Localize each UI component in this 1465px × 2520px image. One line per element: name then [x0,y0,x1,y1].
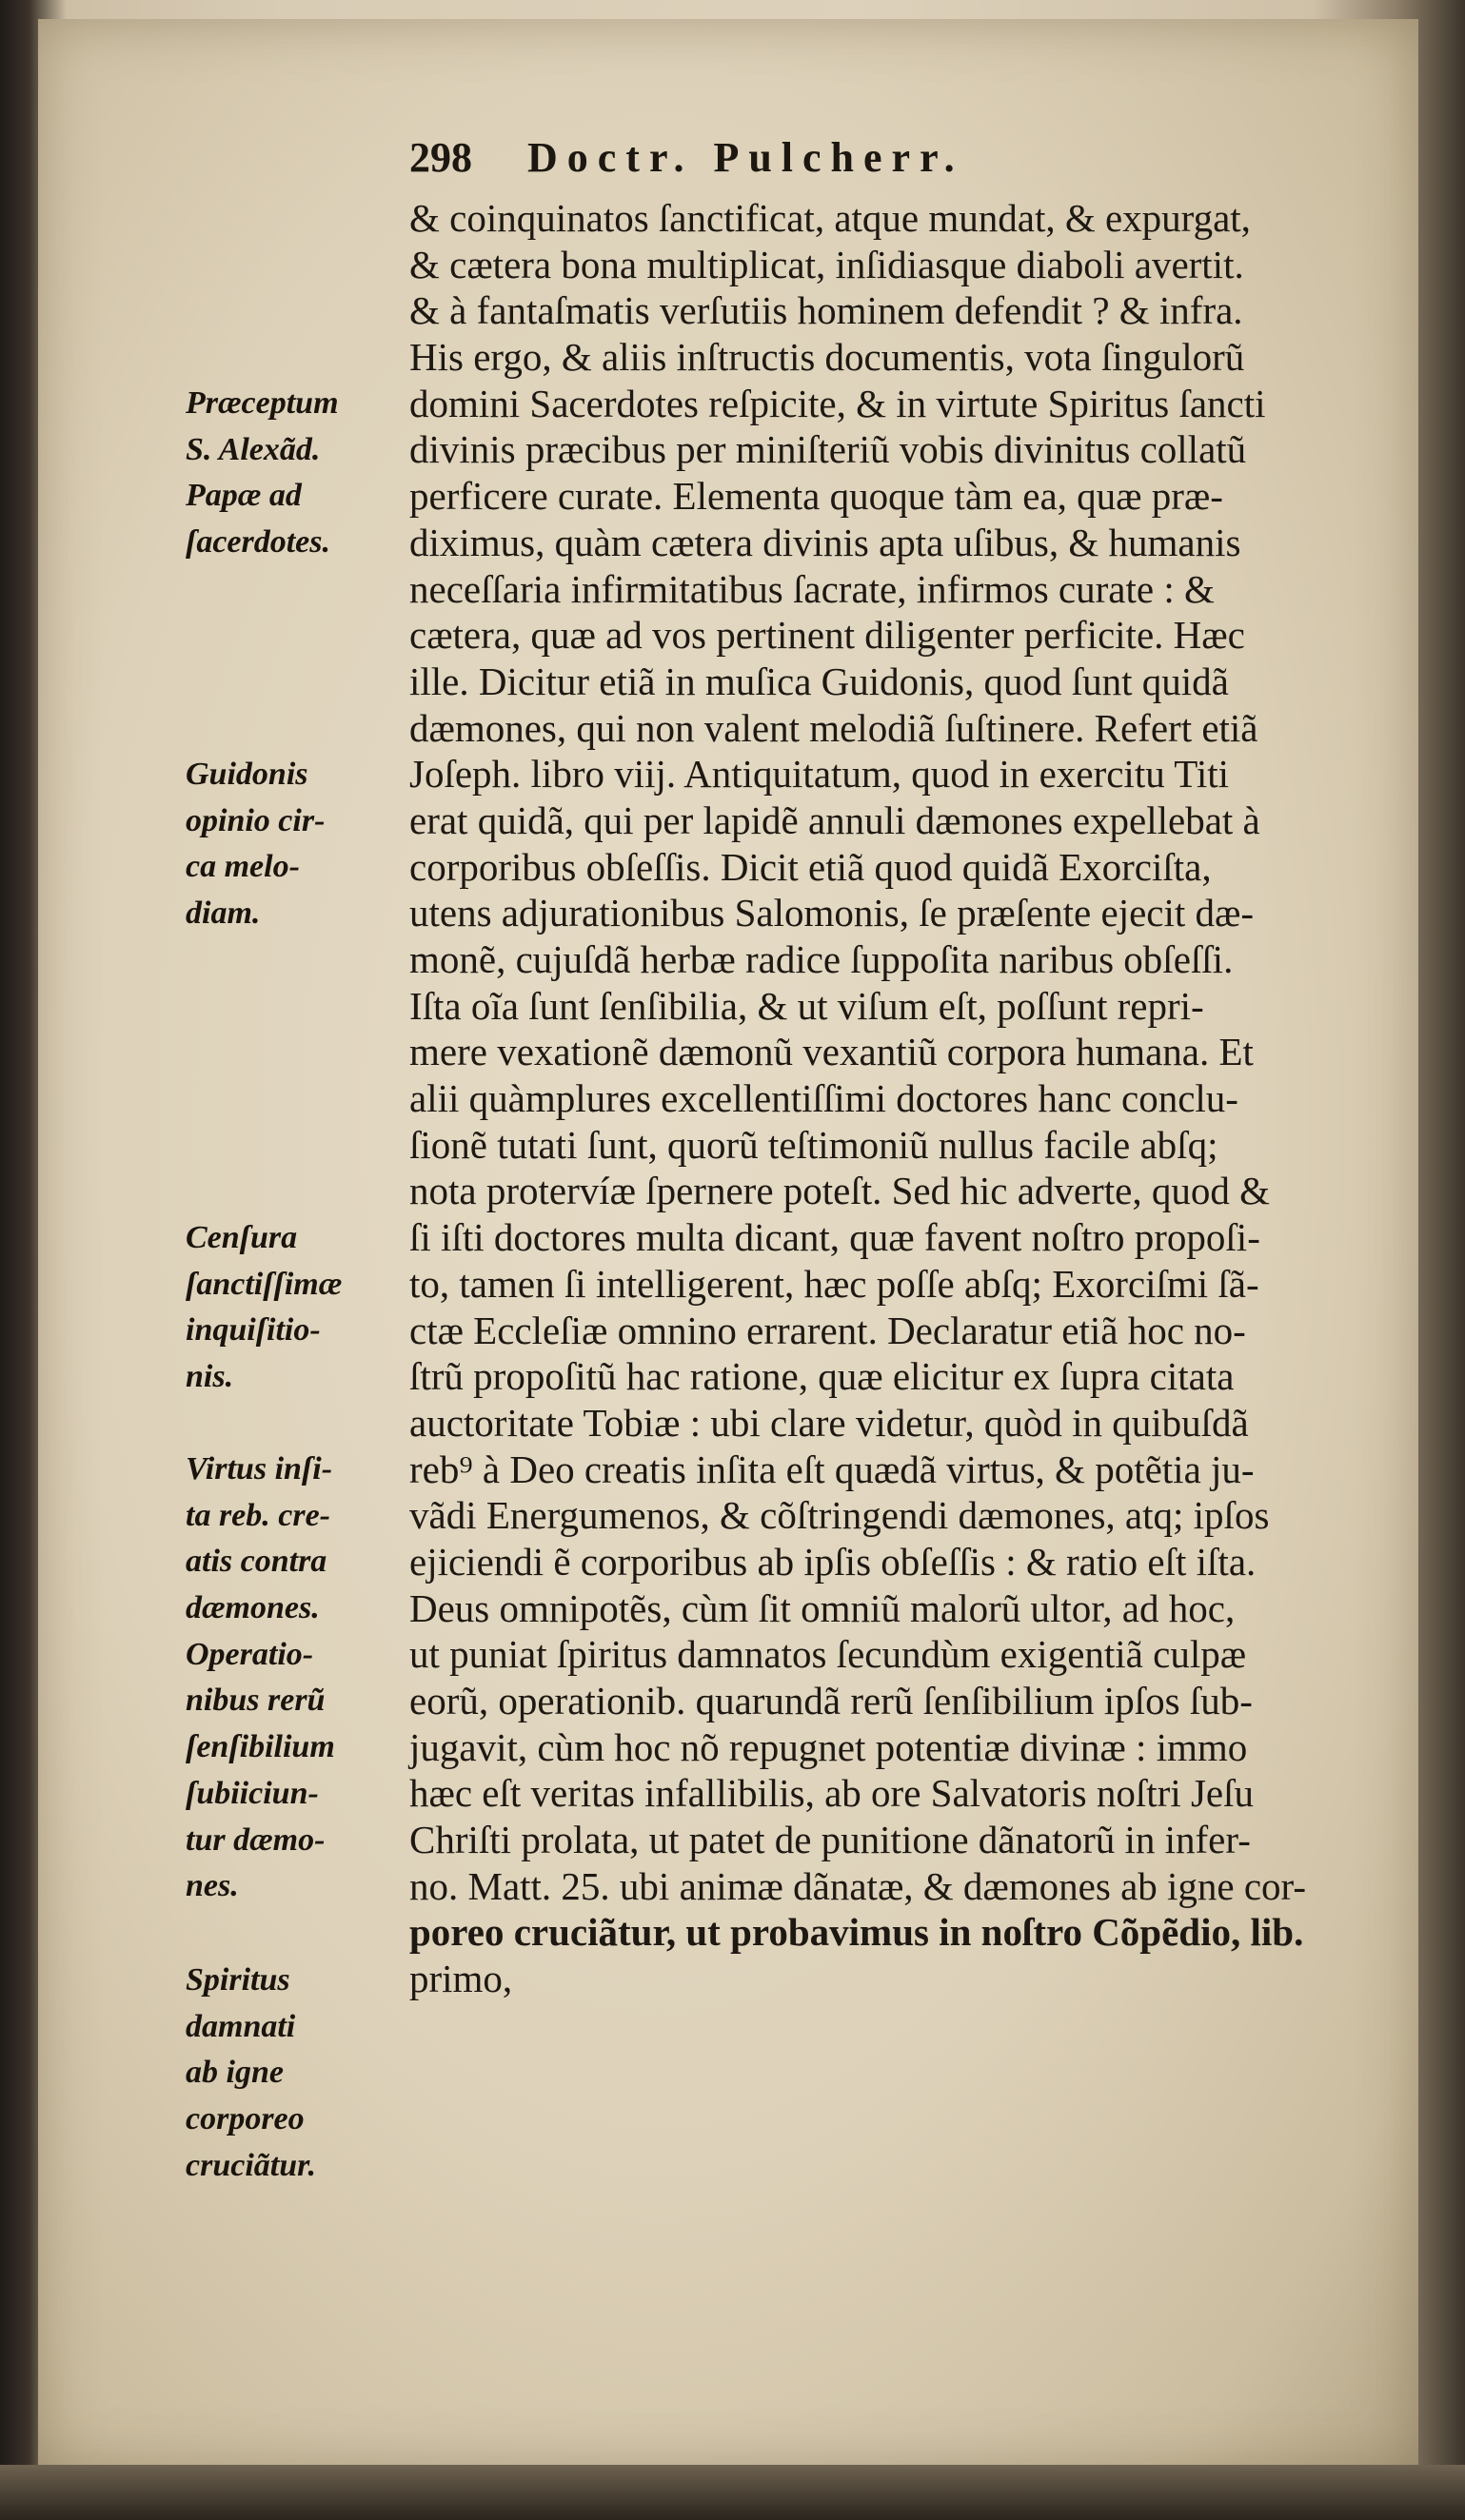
marginal-line: ab igne [186,2055,284,2091]
text-line: jugavit, cùm hoc nõ repugnet potentiæ divinæ : immo [409,1724,1248,1769]
marginal-line: ta reb. cre- [186,1497,331,1533]
text-line: domini Sacerdotes reſpicite, & in virtute Spiritus ſancti [409,381,1266,425]
marginal-line: ſanctiſſimæ [186,1266,343,1302]
text-line: Chriſti prolata, ut patet de punitione dãnatorũ in infer- [409,1818,1251,1862]
marginal-note-spiritus [186,1958,414,2189]
marginal-line: ſacerdotes. [186,524,331,561]
page-edge-shadow [0,2465,1465,2520]
marginal-line: inquiſitio- [186,1312,321,1349]
marginal-line: dæmones. [186,1590,320,1626]
marginal-line: S. Alexãd. [186,431,321,467]
text-line: alii quàmplures excellentiſſimi doctores hanc conclu- [409,1076,1238,1121]
marginal-line: nibus rerũ [186,1683,326,1719]
text-line: & cætera bona multiplicat, inſidiasque diaboli avertit. [409,242,1244,286]
marginal-line: ſubiiciun- [186,1775,319,1811]
marginal-note-virtus [186,1447,414,1910]
marginal-line: Papæ ad [186,478,302,514]
text-line: ut puniat ſpiritus damnatos ſecundùm exigentiã culpæ [409,1632,1247,1677]
marginal-line: ca melo- [186,849,300,885]
marginal-line: nes. [186,1868,239,1904]
marginal-line: Spiritus [186,1962,290,1998]
text-line: divinis præcibus per miniſteriũ vobis divinitus collatũ [409,427,1247,472]
text-line: cætera, quæ ad vos pertinent diligenter perficite. Hæc [409,613,1245,658]
marginal-note-censura [186,1215,414,1401]
text-line: diximus, quàm cætera divinis apta uſibus, & humanis [409,520,1241,564]
text-line: monẽ, cujuſdã herbæ radice ſuppoſita naribus obſeſſi. [409,937,1234,981]
marginal-line: diam. [186,896,261,932]
marginal-line: Guidonis [186,757,308,792]
text-line: nota protervíæ ſpernere poteſt. Sed hic adverte, quod & [409,1169,1271,1213]
text-line: ſtrũ propoſitũ hac ratione, quæ elicitur ex ſupra citata [409,1354,1235,1399]
text-line: reb⁹ à Deo creatis inſita eſt quædã virtus, & potẽtia ju- [409,1447,1255,1491]
text-line: neceſſaria infirmitatibus ſacrate, infirmos curate : & [409,566,1215,611]
text-line: poreo cruciãtur, ut probavimus in noſtro Cõpẽdio, lib. [409,1910,1304,1955]
marginal-line: opinio cir- [186,802,326,838]
text-line: & à fantaſmatis verſutiis hominem defendit ? & infra. [409,288,1243,333]
marginal-line: Operatio- [186,1636,314,1672]
text-line: perficere curate. Elementa quoque tàm ea, quæ præ- [409,474,1223,519]
text-line: dæmones, qui non valent melodiã ſuſtinere. Refert etiã [409,705,1258,750]
text-line: ctæ Eccleſiæ omnino errarent. Declaratur etiã hoc no- [409,1308,1246,1352]
text-line: ejiciendi ẽ corporibus ab ipſis obſeſſis : & ratio eſt iſta. [409,1539,1257,1584]
marginal-line: Virtus inſi- [186,1451,333,1486]
marginal-line: cruciãtur. [186,2147,316,2183]
body-text [409,195,1399,2002]
text-line: Iſta oĩa ſunt ſenſibilia, & ut viſum eſt, poſſunt repri- [409,983,1204,1028]
marginal-line: nis. [186,1359,234,1395]
text-line: vãdi Energumenos, & cõſtringendi dæmones, atq; ipſos [409,1493,1270,1538]
marginal-line: Præceptum [186,385,339,421]
marginal-line: Cenſura [186,1220,298,1255]
marginal-line: corporeo [186,2101,305,2137]
marginal-line: ſenſibilium [186,1729,335,1765]
text-line: primo, [409,1957,513,2001]
running-head: Doctr. Pulcherr. [527,134,964,181]
marginal-line: damnati [186,2008,296,2044]
text-line: hæc eſt veritas infallibilis, ab ore Salvatoris noſtri Jeſu [409,1771,1255,1816]
text-line: eorũ, operationib. quarundã rerũ ſenſibilium ipſos ſub- [409,1679,1253,1723]
text-line: Joſeph. libro viij. Antiquitatum, quod in exercitu Titi [409,752,1229,797]
text-line: no. Matt. 25. ubi animæ dãnatæ, & dæmones ab igne cor- [409,1863,1307,1908]
marginal-note-guidonis [186,752,414,937]
text-line: ſi iſti doctores multa dicant, quæ favent noſtro propoſi- [409,1215,1260,1260]
text-line: to, tamen ſi intelligerent, hæc poſſe abſq; Exorciſmi ſã- [409,1261,1259,1306]
text-line: corporibus obſeſſis. Dicit etiã quod quidã Exorciſta, [409,844,1212,889]
text-line: auctoritate Tobiæ : ubi clare videtur, quòd in quibuſdã [409,1400,1249,1445]
text-line: utens adjurationibus Salomonis, ſe præſente ejecit dæ- [409,891,1255,935]
marginal-line: tur dæmo- [186,1821,326,1858]
text-line: mere vexationẽ dæmonũ vexantiũ corpora humana. Et [409,1030,1254,1074]
text-line: erat quidã, qui per lapidẽ annuli dæmones expellebat à [409,797,1260,842]
text-line: ille. Dicitur etiã in muſica Guidonis, quod ſunt quidã [409,659,1229,703]
text-line: Deus omnipotẽs, cùm ſit omniũ malorũ ultor, ad hoc, [409,1585,1236,1630]
text-line: & coinquinatos ſanctificat, atque mundat, & expurgat, [409,196,1251,240]
marginal-note-preceptum [186,381,414,566]
text-line: ſionẽ tutati ſunt, quorũ teſtimoniũ nullus facile abſq; [409,1122,1218,1167]
text-line: His ergo, & aliis inſtructis documentis, vota ſingulorũ [409,335,1245,380]
page-number: 298 [409,134,472,181]
marginal-line: atis contra [186,1544,327,1580]
page-header [409,133,1266,182]
